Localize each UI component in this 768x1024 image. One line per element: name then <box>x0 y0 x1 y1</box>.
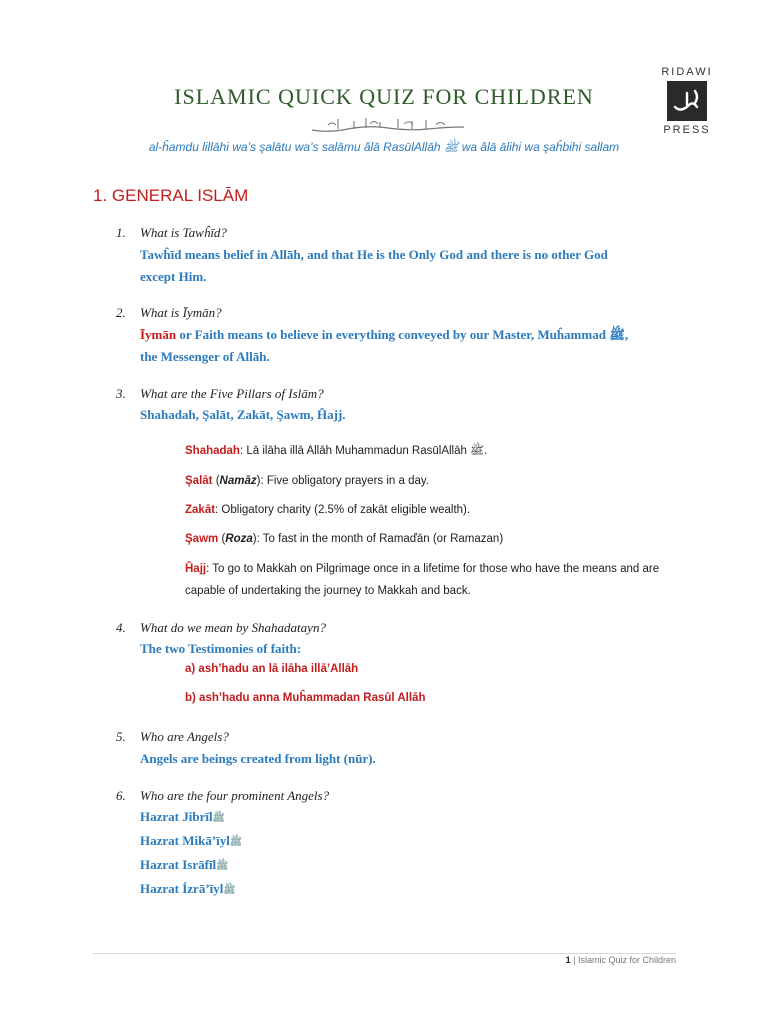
question-number: 3. <box>116 386 126 401</box>
question-text: What is Tawĥīd? <box>140 225 227 240</box>
angel-item <box>140 806 660 830</box>
question-text: Who are Angels? <box>140 729 229 744</box>
angel-item <box>140 878 660 902</box>
angel-name: Hazrat Isrāfīl <box>140 857 217 872</box>
pillar-text: : Obligatory charity (2.5% of zakāt eligible wealth). <box>215 504 471 516</box>
footer-divider <box>92 953 676 954</box>
answer-text: or Faith means to believe in everything conveyed by our Master, Muĥammad ﷺ, <box>176 327 629 342</box>
pillar-text: ): To fast in the month of Ramaďān (or Ramazan) <box>252 533 504 545</box>
shahadah-b: b) ash’hadu anna Muĥammadan Rasūl Allāh <box>185 692 426 704</box>
pillar-term: Ĥajj <box>185 563 207 575</box>
logo-mark <box>667 81 707 121</box>
angel-name: Hazrat Jibrīl <box>140 809 213 824</box>
logo-bottom-text: PRESS <box>663 124 711 136</box>
shahadah-a: a) ash’hadu an lā ilāha illā’Allāh <box>185 663 359 675</box>
honorific-icon: ﷺ <box>216 861 229 872</box>
question-number: 1. <box>116 225 126 240</box>
answer-term: Īymān <box>140 327 177 342</box>
answer-4 <box>140 638 660 660</box>
answer-3 <box>140 404 660 426</box>
answer-line: The two Testimonies of faith: <box>140 641 302 656</box>
pillar-zakat <box>185 499 685 521</box>
pillar-shahadah <box>185 440 685 462</box>
angel-item <box>140 854 660 878</box>
pillar-term: Şawm <box>185 533 219 545</box>
logo-top-text: RIDAWI <box>661 66 713 78</box>
honorific-icon: ﷺ <box>223 885 236 896</box>
salutation-line: al-ĥamdu lillāhi wa’s şalātu wa’s salāmu ǎlā RasūlAllāh ﷺ wa ǎlā ālihi wa şaĥbihi sallam <box>148 140 620 154</box>
angel-name: Hazrat Mikā’īyl <box>140 833 230 848</box>
answer-line <box>140 324 680 346</box>
question-text: What do we mean by Shahadatayn? <box>140 620 326 635</box>
page-footer <box>566 955 676 965</box>
question-text: What is Īymān? <box>140 305 222 320</box>
question-text: Who are the four prominent Angels? <box>140 788 330 803</box>
pillar-text: : To go to Makkah on Pilgrimage once in a lifetime for those who have the means and are <box>206 563 660 575</box>
pillar-line: capable of undertaking the journey to Makkah and back. <box>185 585 471 597</box>
question-number: 5. <box>116 729 126 744</box>
pillar-sawm: Şawm (Roza): To fast in the month of Ramaďān (or Ramazan) <box>185 533 504 545</box>
bismillah-calligraphy <box>308 115 468 137</box>
answer-line: Shahadah, Şalāt, Zakāt, Şawm, Ĥajj. <box>140 407 346 422</box>
pillar-term: Zakāt <box>185 504 216 516</box>
answer-line: Angels are beings created from light (nūr). <box>140 751 376 766</box>
question-number: 4. <box>116 620 126 635</box>
pillar-alt-name: Roza <box>225 533 253 545</box>
section-heading: 1. GENERAL ISLĀM <box>93 186 249 205</box>
angels-list <box>140 806 660 902</box>
question-number: 6. <box>116 788 126 803</box>
pillar-salat: Şalāt (Namāz): Five obligatory prayers in a day. <box>185 475 429 487</box>
pillar-text: ): Five obligatory prayers in a day. <box>256 475 429 487</box>
angel-item <box>140 830 660 854</box>
logo-calligraphy-icon <box>667 81 707 121</box>
pillar-alt-name: Namāz <box>219 475 257 487</box>
pillar-line <box>185 558 685 580</box>
pillar-term: Şalāt <box>185 475 213 487</box>
pillar-text: : Lā ilāha illā Allāh Muhammadun RasūlAllāh ﷺ. <box>239 445 488 457</box>
answer-1 <box>140 244 660 288</box>
ridawi-press-logo <box>661 66 713 138</box>
footer-separator: | <box>570 955 578 965</box>
answer-5 <box>140 748 660 770</box>
answer-2 <box>140 324 680 368</box>
answer-line: Tawĥīd means belief in Allāh, and that He is the Only God and there is no other God <box>140 247 608 262</box>
honorific-icon: ﷺ <box>212 813 225 824</box>
angel-name: Hazrat Ízrā’īyl <box>140 881 224 896</box>
page-number: 1 <box>565 955 571 965</box>
question-text: What are the Five Pillars of Islām? <box>140 386 324 401</box>
page-title: ISLAMIC QUICK QUIZ FOR CHILDREN <box>174 84 594 109</box>
footer-text: Islamic Quiz for Children <box>577 955 676 965</box>
pillar-term: Shahadah <box>185 445 240 457</box>
honorific-icon: ﷺ <box>229 837 242 848</box>
question-number: 2. <box>116 305 126 320</box>
answer-line: except Him. <box>140 269 207 284</box>
pillar-hajj <box>185 558 685 602</box>
answer-line: the Messenger of Allāh. <box>140 349 270 364</box>
